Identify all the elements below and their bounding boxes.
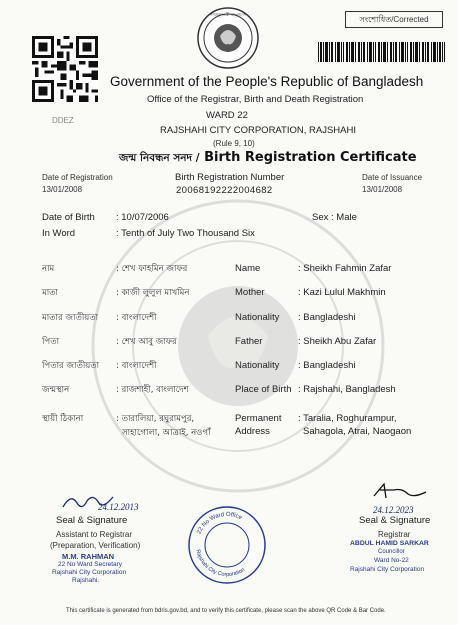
barcode (318, 42, 445, 62)
address-bn-label: স্থায়ী ঠিকানা (42, 414, 84, 424)
date-of-birth-value: : 10/07/2006 (116, 212, 169, 223)
document-title (119, 150, 417, 168)
ward-title: WARD 22 (206, 110, 248, 121)
footer-note: This certificate is generated from bdris.gov.bd, and to verify this certificate, please scan the above QR Code & Bar Code. (66, 608, 386, 614)
date-of-registration-label: Date of Registration (42, 173, 113, 182)
date-of-issuance-value: 13/01/2008 (362, 185, 403, 194)
name-label: Name (235, 263, 261, 274)
address-bn-line1: : তারালিয়া, রঘুরামপুর, (116, 414, 195, 424)
right-stamp-name: ABDUL HAMID SARKAR (350, 540, 429, 547)
place-of-birth-label: Place of Birth (235, 384, 292, 395)
name-value: : Sheikh Fahmin Zafar (298, 263, 392, 274)
assistant-registrar-role2: (Preparation, Verification) (50, 541, 141, 550)
place-of-birth-bn-label: জন্মস্থান (42, 385, 70, 395)
qr-code-text: DDEZ (52, 116, 74, 125)
father-nationality-label: Nationality (235, 360, 280, 371)
registrar-role: Registrar (378, 530, 411, 539)
left-seal-signature: Seal & Signature (56, 515, 128, 526)
date-of-issuance-label: Date of Issuance (362, 173, 423, 182)
father-bn-value: : শেখ আবু জাফর (116, 337, 177, 347)
registration-number-value: 20068192222004682 (176, 185, 273, 196)
place-of-birth-value: : Rajshahi, Bangladesh (298, 384, 396, 395)
mother-bn-label: মাতা (42, 288, 59, 298)
center-stamp-top: 22 No Ward Office (196, 511, 243, 536)
mother-nationality-bn-value: : বাংলাদেশী (116, 313, 157, 323)
address-label: Address (235, 426, 270, 437)
permanent-label: Permanent (235, 413, 282, 424)
assistant-registrar-role: Assistant to Registrar (56, 530, 133, 539)
mother-nationality-label: Nationality (235, 312, 280, 323)
sex-field: Sex : Male (312, 212, 357, 223)
left-sign-date: 24.12.2013 (98, 502, 139, 512)
right-seal-signature: Seal & Signature (359, 515, 431, 526)
right-stamp-line4: Rajshahi City Corporation (350, 566, 425, 573)
left-stamp-line2: 22 No Ward Secretary (58, 561, 123, 568)
father-nationality-value: : Bangladeshi (298, 360, 356, 371)
father-nationality-bn-value: : বাংলাদেশী (116, 361, 157, 371)
office-title: Office of the Registrar, Birth and Death Registration (147, 94, 364, 105)
mother-bn-value: : কাজী লুলুল মাখমিন (116, 288, 190, 298)
place-of-birth-bn-value: : রাজশাহী, বাংলাদেশ (116, 385, 189, 395)
in-word-label: In Word (42, 228, 76, 239)
right-stamp-line3: Ward No-22 (374, 557, 409, 564)
right-stamp-line2: Councillor (378, 549, 405, 555)
center-stamp-bottom: Rajshahi City Corporation (194, 548, 247, 579)
father-nationality-bn-label: পিতার জাতীয়তা (42, 361, 100, 371)
name-bn-value: : শেখ ফাহমিন জাফর (116, 264, 188, 274)
date-of-registration-value: 13/01/2008 (42, 185, 83, 194)
address-bn-line2: সাহাগোলা, আত্রাই, নওগাঁ (122, 428, 211, 438)
svg-text:গণপ্রজাতন্ত্রী বাংলাদেশ: গণপ্রজাতন্ত্রী বাংলাদেশ (209, 12, 247, 17)
mother-nationality-bn-label: মাতার জাতীয়তা (42, 313, 99, 323)
mother-value: : Kazi Lulul Makhmin (298, 287, 386, 298)
government-title: Government of the People's Republic of Bangladesh (110, 74, 424, 89)
ward-office-stamp (186, 504, 268, 586)
address-en-line2: Sahagola, Atrai, Naogaon (303, 426, 412, 437)
mother-label: Mother (235, 287, 265, 298)
name-bn-label: নাম (42, 264, 55, 274)
mother-nationality-value: : Bangladeshi (298, 312, 356, 323)
father-label: Father (235, 336, 263, 347)
corporation-title: RAJSHAHI CITY CORPORATION, RAJSHAHI (160, 125, 357, 136)
title-en: Birth Registration Certificate (204, 150, 417, 165)
father-bn-label: পিতা (42, 337, 60, 347)
title-bn: জন্ম নিবন্ধন সনদ / (119, 152, 200, 164)
in-word-value: : Tenth of July Two Thousand Six (116, 228, 255, 239)
qr-code (32, 36, 98, 102)
right-signature (370, 480, 430, 502)
date-of-birth-label: Date of Birth (42, 212, 95, 223)
left-stamp-line4: Rajshahi. (72, 577, 100, 584)
address-en-line1: : Taralia, Roghurampur, (298, 413, 397, 424)
right-sign-date: 24.12.2023 (373, 505, 414, 515)
father-value: : Sheikh Abu Zafar (298, 336, 377, 347)
left-stamp-name: M.M. RAHMAN (62, 552, 115, 561)
corrected-badge: সংশোধিত/Corrected (345, 11, 443, 28)
left-stamp-line3: Rajshahi City Corporation (52, 569, 127, 576)
government-seal (196, 6, 260, 70)
rule-text: (Rule 9, 10) (213, 139, 255, 148)
registration-number-label: Birth Registration Number (175, 172, 285, 183)
